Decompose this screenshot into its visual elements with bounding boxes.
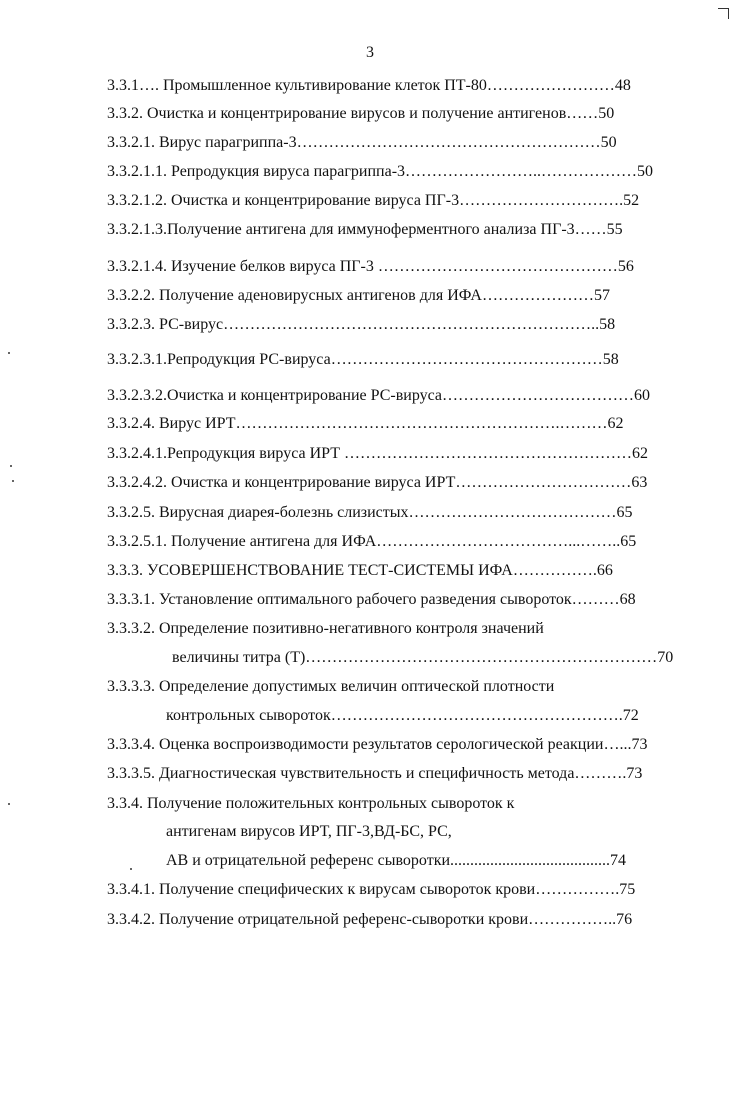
toc-entry: 3.3.4. Получение положительных контрольных сывороток к bbox=[107, 795, 515, 812]
toc-entry: 3.3.2.5. Вирусная диарея-болезнь слизистых…………………………………65 bbox=[107, 504, 633, 521]
corner-mark bbox=[718, 8, 729, 19]
toc-entry-continuation: АВ и отрицательной референс сыворотки........................................74 bbox=[166, 852, 627, 869]
toc-entry: 3.3.3. УСОВЕРШЕНСТВОВАНИЕ ТЕСТ-СИСТЕМЫ ИФА…………….66 bbox=[107, 562, 613, 579]
toc-entry: 3.3.2.5.1. Получение антигена для ИФА………………………………...……..65 bbox=[107, 533, 637, 550]
toc-entry-continuation: величины титра (Т)…………………………………………………………70 bbox=[172, 649, 674, 666]
toc-entry: 3.3.3.2. Определение позитивно-негативного контроля значений bbox=[107, 620, 544, 637]
toc-entry: 3.3.4.2. Получение отрицательной референс-сыворотки крови……………..76 bbox=[107, 911, 633, 928]
toc-entry: 3.3.3.3. Определение допустимых величин оптической плотности bbox=[107, 678, 555, 695]
page-number: 3 bbox=[366, 44, 374, 61]
toc-entry: 3.3.2.3. РС-вирус……………………………………………………………..58 bbox=[107, 316, 616, 333]
toc-entry: 3.3.4.1. Получение специфических к вирусам сывороток крови…………….75 bbox=[107, 881, 636, 898]
toc-entry: 3.3.2.1.2. Очистка и концентрирование вируса ПГ-3………………………….52 bbox=[107, 192, 640, 209]
toc-entry: 3.3.1…. Промышленное культивирование клеток ПТ-80……………………48 bbox=[107, 77, 631, 94]
toc-entry: 3.3.3.1. Установление оптимального рабочего разведения сывороток………68 bbox=[107, 591, 636, 608]
toc-entry: 3.3.2.3.1.Репродукция РС-вируса……………………………………………58 bbox=[107, 351, 619, 368]
toc-entry: 3.3.3.5. Диагностическая чувствительность и специфичность метода……….73 bbox=[107, 765, 643, 782]
toc-entry-continuation: контрольных сывороток……………………………………………….72 bbox=[166, 707, 639, 724]
toc-entry: 3.3.2.1.3.Получение антигена для иммуноферментного анализа ПГ-3……55 bbox=[107, 221, 623, 238]
toc-entry: 3.3.2.2. Получение аденовирусных антигенов для ИФА…………………57 bbox=[107, 287, 610, 304]
toc-entry: 3.3.2.1.1. Репродукция вируса парагриппа-3……………………..………………50 bbox=[107, 163, 654, 180]
toc-entry: 3.3.2.1. Вирус парагриппа-3…………………………………………………50 bbox=[107, 134, 617, 151]
scan-dot bbox=[8, 803, 10, 805]
toc-entry: 3.3.2.4.2. Очистка и концентрирование вируса ИРТ……………………………63 bbox=[107, 474, 648, 491]
toc-entry: 3.3.2. Очистка и концентрирование вирусов и получение антигенов……50 bbox=[107, 105, 615, 122]
toc-entry: 3.3.2.4. Вирус ИРТ…………………………………………………….………62 bbox=[107, 415, 624, 432]
toc-entry-continuation: антигенам вирусов ИРТ, ПГ-3,ВД-БС, РС, bbox=[166, 823, 452, 840]
toc-entry: 3.3.2.1.4. Изучение белков вируса ПГ-3 ………………………………………56 bbox=[107, 258, 634, 275]
toc-entry: 3.3.2.3.2.Очистка и концентрирование РС-вируса………………………………60 bbox=[107, 387, 651, 404]
scan-dot bbox=[8, 352, 10, 354]
scan-dot bbox=[130, 868, 132, 870]
scan-dot bbox=[10, 465, 12, 467]
toc-entry: 3.3.2.4.1.Репродукция вируса ИРТ ………………………………………………62 bbox=[107, 445, 649, 462]
toc-entry: 3.3.3.4. Оценка воспроизводимости результатов серологической реакции…...73 bbox=[107, 736, 648, 753]
scan-dot bbox=[12, 480, 14, 482]
